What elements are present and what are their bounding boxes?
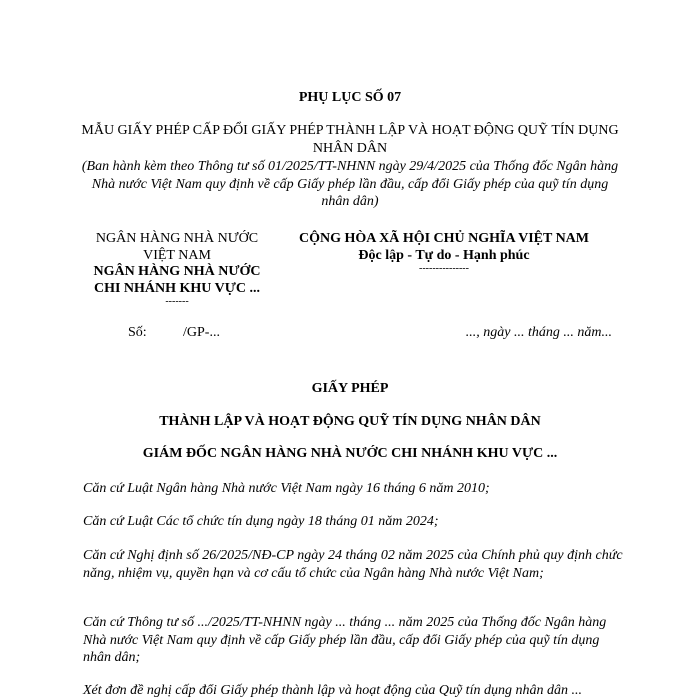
document-number (128, 325, 220, 341)
legal-basis-item: Căn cứ Thông tư số .../2025/TT-NHNN ngày ... tháng ... năm 2025 của Thống đốc Ngân hàng Nhà nước Việt Nam quy định về cấp Giấy phép lần đầu, cấp đổi Giấy phép của quỹ tín dụng nhân dân; (83, 615, 607, 665)
legal-basis-item: Căn cứ Luật Ngân hàng Nhà nước Việt Nam ngày 16 tháng 6 năm 2010; (83, 481, 490, 496)
number-value: /GP-... (183, 325, 220, 340)
legal-basis-item: Xét đơn đề nghị cấp đổi Giấy phép thành lập và hoạt động của Quỹ tín dụng nhân dân ... (83, 683, 582, 698)
branch-agency-line1: NGÂN HÀNG NHÀ NƯỚC (93, 264, 261, 279)
issuing-agency-block (76, 231, 278, 307)
document-title: GIẤY PHÉP (311, 381, 389, 396)
signer-authority: GIÁM ĐỐC NGÂN HÀNG NHÀ NƯỚC CHI NHÁNH KHU VỰC ... (142, 446, 558, 461)
form-title: MẪU GIẤY PHÉP CẤP ĐỔI GIẤY PHÉP THÀNH LẬP VÀ HOẠT ĐỘNG QUỸ TÍN DỤNG NHÂN DÂN (81, 123, 619, 156)
nation-name: CỘNG HÒA XÃ HỘI CHỦ NGHĨA VIỆT NAM (298, 231, 589, 246)
issued-note: (Ban hành kèm theo Thông tư số 01/2025/TT-NHNN ngày 29/4/2025 của Thống đốc Ngân hàng Nhà nước Việt Nam quy định về cấp Giấy phép lần đầu, cấp đổi Giấy phép của quỹ tín dụng nhân dân) (81, 159, 619, 209)
agency-divider: ------- (165, 296, 189, 307)
branch-agency-line2: CHI NHÁNH KHU VỰC ... (93, 280, 261, 296)
nation-motto: Độc lập - Tự do - Hạnh phúc (358, 247, 530, 263)
document-subtitle: THÀNH LẬP VÀ HOẠT ĐỘNG QUỸ TÍN DỤNG NHÂN DÂN (159, 414, 541, 429)
legal-basis-item: Căn cứ Nghị định số 26/2025/NĐ-CP ngày 24 tháng 02 năm 2025 của Chính phủ quy định chức năng, nhiệm vụ, quyền hạn và cơ cấu tổ chức của Ngân hàng Nhà nước Việt Nam; (83, 548, 623, 581)
number-label: Số: (128, 325, 147, 340)
parent-agency-line2: VIỆT NAM (143, 247, 211, 263)
legal-basis-item: Căn cứ Luật Các tổ chức tín dụng ngày 18 tháng 01 năm 2024; (83, 514, 439, 529)
parent-agency-line1: NGÂN HÀNG NHÀ NƯỚC (95, 231, 259, 246)
place-date: ..., ngày ... tháng ... năm... (465, 325, 612, 340)
appendix-title: PHỤ LỤC SỐ 07 (298, 90, 402, 105)
nation-divider: --------------- (419, 263, 469, 274)
national-header-block (282, 231, 606, 274)
